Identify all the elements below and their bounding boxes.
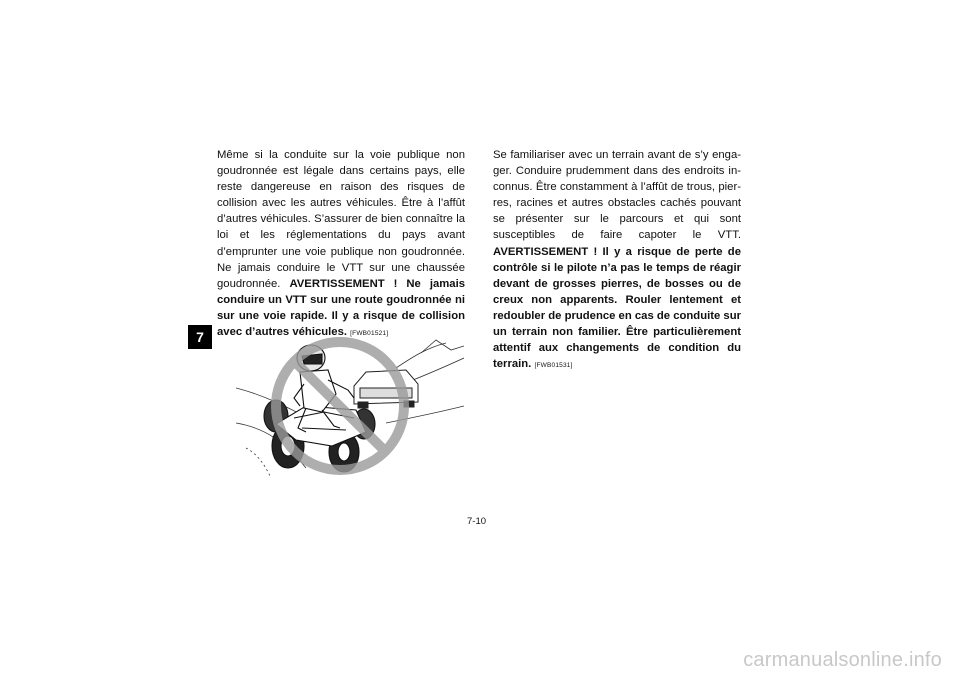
left-body-text: Même si la conduite sur la voie publique non goudronnée est légale dans certains pays, elle reste dangereuse en raison des risques de collision avec les autres véhicules. Être à l’affût d’autres véhicules. S’assurer de bien connaître la loi et les réglementations du pays avant d’emprunter une voie publique non goudronnée. Ne jamais conduire le VTT sur une chaussée goudronnée. — [217, 149, 465, 290]
watermark-text: carmanualsonline.info — [743, 649, 942, 671]
left-warning-text: AVERTISSEMENT ! Ne jamais conduire un VTT sur une route goudronnée ni sur une voie rapide. Il y a risque de collision avec d’autres véhicules. — [217, 277, 465, 339]
right-warning-code: [FWB01531] — [534, 362, 573, 370]
right-warning-text: AVERTISSEMENT ! Il y a risque de perte de contrôle si le pilote n’a pas le temps de réagir devant de grosses pierres, de bosses ou de creux non apparents. Rouler lentement et redoubler de prudence en cas de conduite sur un terrain non familier. Être particulièrement attentif aux changements de condition du terrain. — [493, 245, 741, 371]
atv-on-paved-road-illustration — [236, 328, 464, 485]
chapter-tab — [188, 325, 212, 349]
right-paragraph — [493, 147, 741, 374]
page-number: 7-10 — [467, 516, 487, 527]
left-column — [217, 147, 465, 342]
right-body-text: Se familiariser avec un terrain avant de s’y engager. Conduire prudemment dans des endroits inconnus. Être constamment à l’affût de trous, pierres, racines et autres obstacles cachés pouvant se présenter sur le parcours et qui sont susceptibles de faire capoter le VTT. — [493, 149, 741, 242]
chapter-tab-number: 7 — [196, 329, 204, 345]
right-column — [493, 147, 741, 374]
left-warning-code: [FWB01521] — [350, 330, 389, 338]
left-paragraph — [217, 147, 465, 342]
